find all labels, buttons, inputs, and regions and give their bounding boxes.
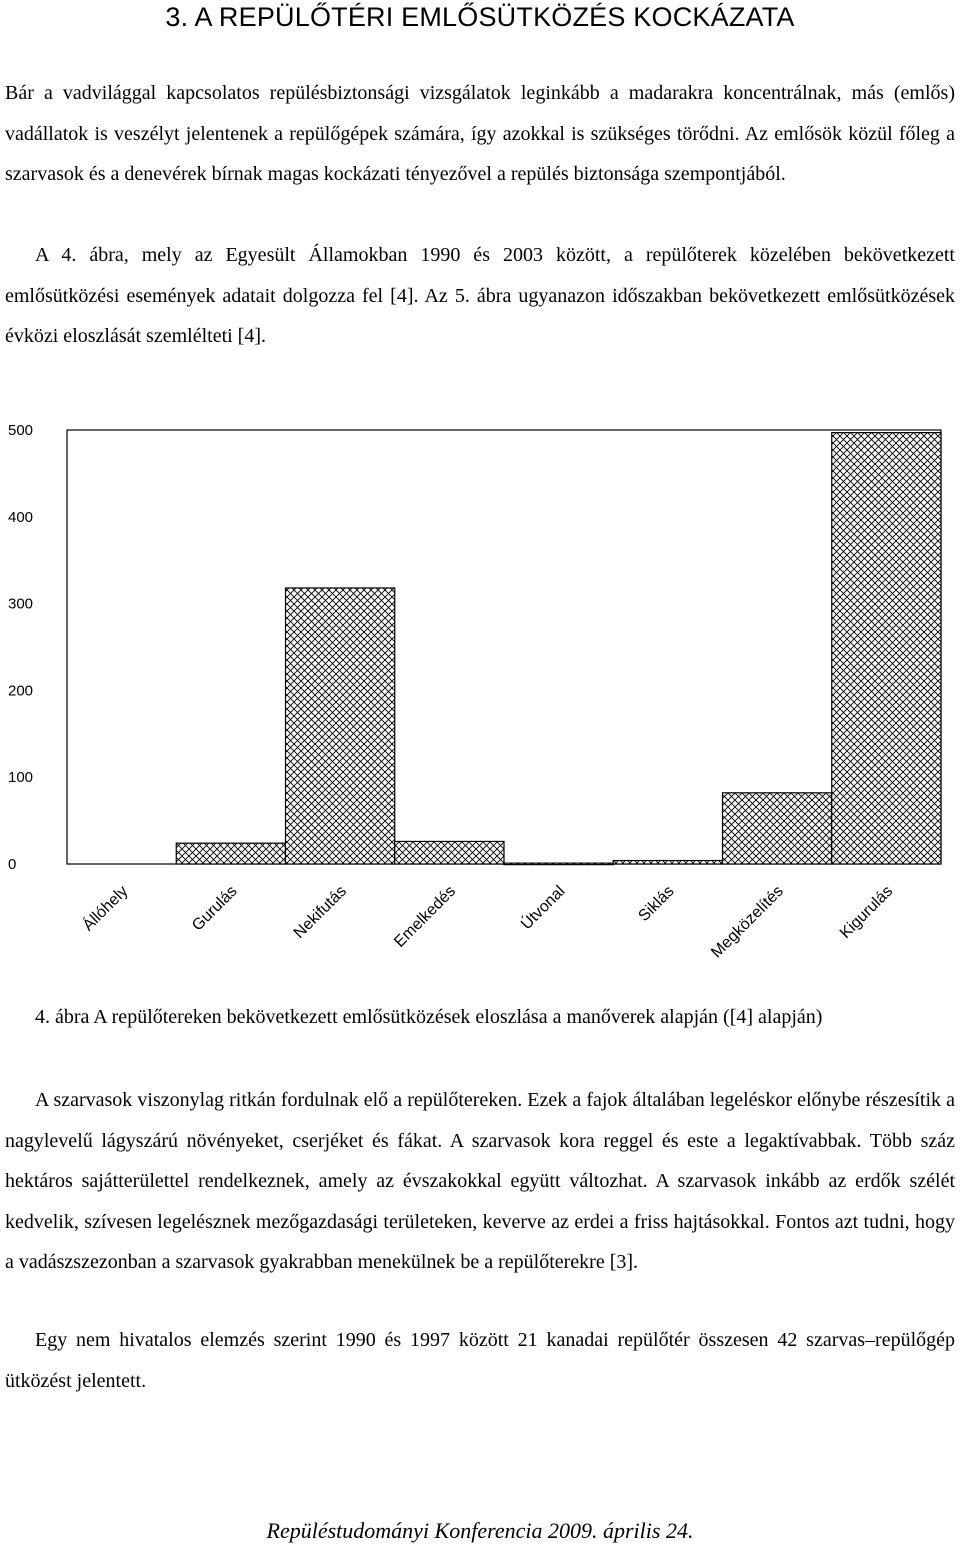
bar — [832, 433, 941, 864]
y-tick-label: 100 — [8, 769, 34, 787]
bar — [176, 843, 285, 864]
x-category-label: Állóhely — [79, 882, 132, 935]
y-tick-label: 200 — [8, 682, 34, 700]
bar — [286, 588, 395, 864]
bars-group — [176, 433, 941, 865]
x-category-label: Siklás — [635, 882, 678, 926]
bar — [613, 861, 722, 864]
bar — [504, 863, 613, 865]
x-axis-category-labels — [78, 881, 896, 961]
y-axis-tick-labels — [8, 422, 33, 873]
y-tick-label: 500 — [8, 422, 34, 439]
page-title: 3. A REPÜLŐTÉRI EMLŐSÜTKÖZÉS KOCKÁZATA — [165, 2, 795, 32]
bar — [723, 793, 832, 864]
y-tick-label: 0 — [8, 856, 17, 873]
maneuver-collision-bar-chart — [0, 415, 960, 975]
body-paragraph-4: Egy nem hivatalos elemzés szerint 1990 és 1997 között 21 kanadai repülőtér összesen 42 szarvas–repülőgép ütközést jelentett. — [5, 1329, 955, 1392]
intro-paragraph-1: Bár a vadvilággal kapcsolatos repülésbiztonsági vizsgálatok leginkább a madarakra koncentrálnak, más (emlős) vadállatok is veszélyt jelentenek a repülőgépek számára, így azokkal is szükséges törődni. Az emlősök közül főleg a szarvasok és a denevérek bírnak magas kockázati tényezővel a repülés biztonsága szempontjából. — [5, 82, 955, 185]
x-category-label: Megközelítés — [708, 882, 787, 962]
x-category-label: Útvonal — [518, 882, 569, 934]
x-category-label: Gurulás — [189, 882, 241, 935]
y-tick-label: 400 — [8, 508, 34, 526]
figure-caption: 4. ábra A repülőtereken bekövetkezett emlősütközések eloszlása a manőverek alapján ([4] alapján) — [35, 1006, 823, 1028]
x-category-label: Kigurulás — [836, 882, 897, 942]
body-paragraph-3: A szarvasok viszonylag ritkán fordulnak elő a repülőtereken. Ezek a fajok általában legeléskor előnybe részesítik a nagylevelű lágyszárú növényeket, cserjéket és fákat. A szarvasok kora reggel és este a legaktívabbak. Több száz hektáros sajátterülettel rendelkeznek, amely az évszakokkal együtt változhat. A szarvasok inkább az erdők szélét kedvelik, szívesen legelésznek mezőgazdasági területeken, keverve az erdei a friss hajtásokkal. Fontos azt tudni, hogy a vadászszezonban a szarvasok gyakrabban menekülnek be a repülőterekre [3]. — [5, 1089, 955, 1273]
x-category-label: Nekifutás — [290, 882, 350, 942]
page-footer: Repüléstudományi Konferencia 2009. április 24. — [266, 1518, 694, 1543]
bar — [395, 841, 504, 864]
y-tick-label: 300 — [8, 595, 34, 613]
intro-paragraph-2: A 4. ábra, mely az Egyesült Államokban 1990 és 2003 között, a repülőterek közelében bekövetkezett emlősütközési események adatait dolgozza fel [4]. Az 5. ábra ugyanazon időszakban bekövetkezett emlősütközések évközi eloszlását szemlélteti [4]. — [5, 244, 955, 347]
x-category-label: Emelkedés — [391, 882, 460, 951]
